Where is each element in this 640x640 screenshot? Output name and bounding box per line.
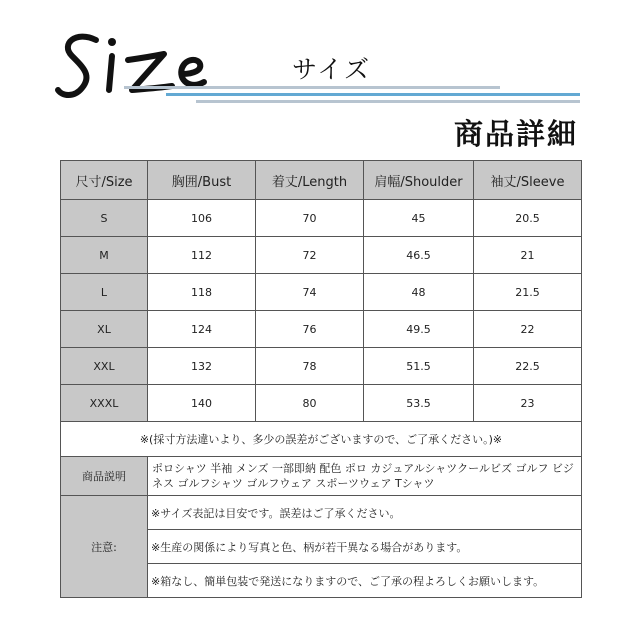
bust-cell: 118 <box>148 274 256 311</box>
measure-note: ※(採寸方法違いより、多少の誤差がございますので、ご了承ください。)※ <box>61 422 582 457</box>
size-cell: M <box>61 237 148 274</box>
sleeve-cell: 21 <box>474 237 582 274</box>
notes-row <box>61 496 582 530</box>
column-header-size: 尺寸/Size <box>61 161 148 200</box>
decorative-rule <box>196 100 580 103</box>
bust-cell: 112 <box>148 237 256 274</box>
decorative-rule-accent <box>166 93 580 96</box>
notes-label: 注意: <box>61 496 148 598</box>
description-row <box>61 457 582 496</box>
table-row <box>61 200 582 237</box>
note-item: ※箱なし、簡単包装で発送になりますので、ご了承の程よろしくお願いします。 <box>148 564 582 598</box>
decorative-rule <box>124 86 500 89</box>
column-header-sleeve: 袖丈/Sleeve <box>474 161 582 200</box>
sleeve-cell: 23 <box>474 385 582 422</box>
column-header-bust: 胸囲/Bust <box>148 161 256 200</box>
shoulder-cell: 45 <box>364 200 474 237</box>
table-row <box>61 311 582 348</box>
shoulder-cell: 48 <box>364 274 474 311</box>
size-cell: XL <box>61 311 148 348</box>
length-cell: 78 <box>256 348 364 385</box>
note-item: ※サイズ表記は目安です。誤差はご了承ください。 <box>148 496 582 530</box>
sleeve-cell: 22 <box>474 311 582 348</box>
table-row <box>61 237 582 274</box>
size-cell: XXL <box>61 348 148 385</box>
bust-cell: 124 <box>148 311 256 348</box>
table-row <box>61 385 582 422</box>
size-chart-table <box>60 160 582 598</box>
shoulder-cell: 51.5 <box>364 348 474 385</box>
length-cell: 80 <box>256 385 364 422</box>
size-cell: S <box>61 200 148 237</box>
table-row <box>61 348 582 385</box>
length-cell: 70 <box>256 200 364 237</box>
column-header-length: 着丈/Length <box>256 161 364 200</box>
table-row <box>61 274 582 311</box>
description-text: ポロシャツ 半袖 メンズ 一部即納 配色 ポロ カジュアルシャツクールビズ ゴルフ ビジネス ゴルフシャツ ゴルフウェア スポーツウェア Tシャツ <box>148 457 582 496</box>
length-cell: 76 <box>256 311 364 348</box>
bust-cell: 106 <box>148 200 256 237</box>
column-header-shoulder: 肩幅/Shoulder <box>364 161 474 200</box>
section-title: 商品詳細 <box>453 117 578 151</box>
sleeve-cell: 21.5 <box>474 274 582 311</box>
measure-note-row <box>61 422 582 457</box>
sleeve-cell: 22.5 <box>474 348 582 385</box>
length-cell: 74 <box>256 274 364 311</box>
bust-cell: 140 <box>148 385 256 422</box>
size-logo <box>52 20 222 110</box>
length-cell: 72 <box>256 237 364 274</box>
subtitle: サイズ <box>292 55 372 84</box>
note-item: ※生産の関係により写真と色、柄が若干異なる場合があります。 <box>148 530 582 564</box>
size-cell: XXXL <box>61 385 148 422</box>
shoulder-cell: 53.5 <box>364 385 474 422</box>
shoulder-cell: 46.5 <box>364 237 474 274</box>
description-label: 商品説明 <box>61 457 148 496</box>
sleeve-cell: 20.5 <box>474 200 582 237</box>
bust-cell: 132 <box>148 348 256 385</box>
size-cell: L <box>61 274 148 311</box>
table-header-row <box>61 161 582 200</box>
shoulder-cell: 49.5 <box>364 311 474 348</box>
